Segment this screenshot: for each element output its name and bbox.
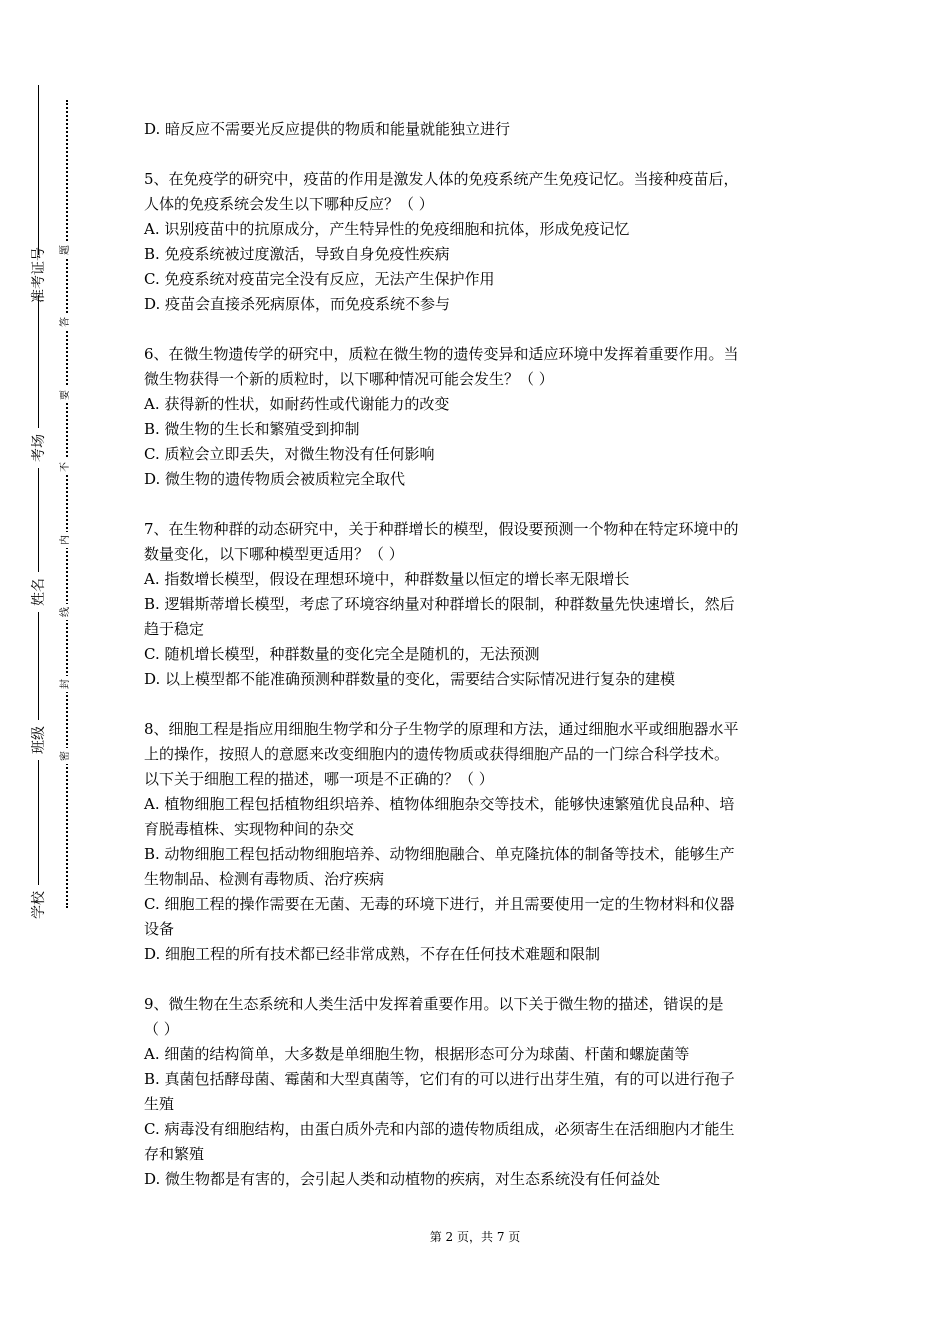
text-line: 7、在生物种群的动态研究中，关于种群增长的模型，假设要预测一个物种在特定环境中的	[144, 520, 739, 538]
text-line: C. 随机增长模型，种群数量的变化完全是随机的，无法预测	[144, 645, 540, 663]
text-line: A. 植物细胞工程包括植物组织培养、植物体细胞杂交等技术，能够快速繁殖优良品种、培	[144, 795, 735, 813]
text-line: A. 获得新的性状，如耐药性或代谢能力的改变	[144, 395, 450, 413]
seal-char: 要	[58, 387, 74, 403]
field-label-text: 准考证号	[31, 247, 47, 303]
page-footer: 第 2 页，共 7 页	[429, 1230, 521, 1244]
blank-line	[144, 967, 810, 992]
field-label-text: 考场	[31, 434, 47, 462]
text-line: C. 免疫系统对疫苗完全没有反应，无法产生保护作用	[144, 270, 495, 288]
text-line: B. 微生物的生长和繁殖受到抑制	[144, 420, 360, 438]
field-label-exam-number	[24, 247, 54, 303]
text-line: 人体的免疫系统会发生以下哪种反应？（ ）	[144, 195, 434, 213]
text-line: （ ）	[144, 1020, 179, 1038]
fill-in-line	[38, 85, 39, 925]
text-line: 微生物获得一个新的质粒时，以下哪种情况可能会发生？（ ）	[144, 370, 554, 388]
text-line: C. 病毒没有细胞结构，由蛋白质外壳和内部的遗传物质组成，必须寄生在活细胞内才能生	[144, 1120, 735, 1138]
blank-line	[144, 317, 810, 342]
text-line: 育脱毒植株、实现物种间的杂交	[144, 820, 355, 838]
seal-dotted-line	[66, 100, 68, 908]
text-line: D. 暗反应不需要光反应提供的物质和能量就能独立进行	[144, 120, 511, 138]
field-label-school	[24, 885, 54, 925]
binding-margin	[0, 0, 120, 1344]
text-line: 上的操作，按照人的意愿来改变细胞内的遗传物质或获得细胞产品的一门综合科学技术。	[144, 745, 730, 763]
blank-line	[144, 492, 810, 517]
seal-char: 封	[58, 676, 74, 692]
text-line: 8、细胞工程是指应用细胞生物学和分子生物学的原理和方法，通过细胞水平或细胞器水平	[144, 720, 739, 738]
text-line: 生殖	[144, 1095, 175, 1113]
seal-char: 线	[58, 604, 74, 620]
field-label-text: 学校	[31, 891, 47, 919]
text-line: B. 免疫系统被过度激活，导致自身免疫性疾病	[144, 245, 450, 263]
text-line: D. 微生物都是有害的，会引起人类和动植物的疾病，对生态系统没有任何益处	[144, 1170, 661, 1188]
text-line: D. 疫苗会直接杀死病原体，而免疫系统不参与	[144, 295, 451, 313]
text-line: 存和繁殖	[144, 1145, 205, 1163]
blank-line	[144, 692, 810, 717]
text-line: 设备	[144, 920, 175, 938]
field-label-class	[24, 720, 54, 760]
field-label-name	[24, 572, 54, 612]
seal-char: 答	[58, 314, 74, 330]
text-line: 以下关于细胞工程的描述，哪一项是不正确的？（ ）	[144, 770, 494, 788]
text-line: C. 细胞工程的操作需要在无菌、无毒的环境下进行，并且需要使用一定的生物材料和仪器	[144, 895, 735, 913]
seal-char: 密	[58, 748, 74, 764]
text-line: 数量变化，以下哪种模型更适用？（ ）	[144, 545, 404, 563]
text-line: D. 细胞工程的所有技术都已经非常成熟，不存在任何技术难题和限制	[144, 945, 601, 963]
field-label-exam-room	[24, 428, 54, 468]
text-line: D. 微生物的遗传物质会被质粒完全取代	[144, 470, 406, 488]
text-line: 5、在免疫学的研究中，疫苗的作用是激发人体的免疫系统产生免疫记忆。当接种疫苗后，	[144, 170, 739, 188]
text-line: D. 以上模型都不能准确预测种群数量的变化，需要结合实际情况进行复杂的建模	[144, 670, 676, 688]
blank-line	[144, 142, 810, 167]
text-line: 6、在微生物遗传学的研究中，质粒在微生物的遗传变异和适应环境中发挥着重要作用。当	[144, 345, 739, 363]
text-line: C. 质粒会立即丢失，对微生物没有任何影响	[144, 445, 435, 463]
text-line: B. 逻辑斯蒂增长模型，考虑了环境容纳量对种群增长的限制，种群数量先快速增长，然后	[144, 595, 735, 613]
text-line: A. 识别疫苗中的抗原成分，产生特异性的免疫细胞和抗体，形成免疫记忆	[144, 220, 630, 238]
text-line: B. 真菌包括酵母菌、霉菌和大型真菌等，它们有的可以进行出芽生殖，有的可以进行孢子	[144, 1070, 735, 1088]
text-line: 趋于稳定	[144, 620, 205, 638]
text-line: A. 指数增长模型，假设在理想环境中，种群数量以恒定的增长率无限增长	[144, 570, 630, 588]
text-line: 9、微生物在生态系统和人类生活中发挥着重要作用。以下关于微生物的描述，错误的是	[144, 995, 724, 1013]
text-line: B. 动物细胞工程包括动物细胞培养、动物细胞融合、单克隆抗体的制备等技术，能够生产	[144, 845, 735, 863]
field-label-text: 班级	[31, 726, 47, 754]
question-content	[144, 117, 810, 1192]
field-label-text: 姓名	[31, 578, 47, 606]
text-line: A. 细菌的结构简单，大多数是单细胞生物，根据形态可分为球菌、杆菌和螺旋菌等	[144, 1045, 690, 1063]
seal-char: 题	[58, 242, 74, 258]
seal-char: 内	[58, 532, 74, 548]
seal-char: 不	[58, 459, 74, 475]
text-line: 生物制品、检测有毒物质、治疗疾病	[144, 870, 385, 888]
